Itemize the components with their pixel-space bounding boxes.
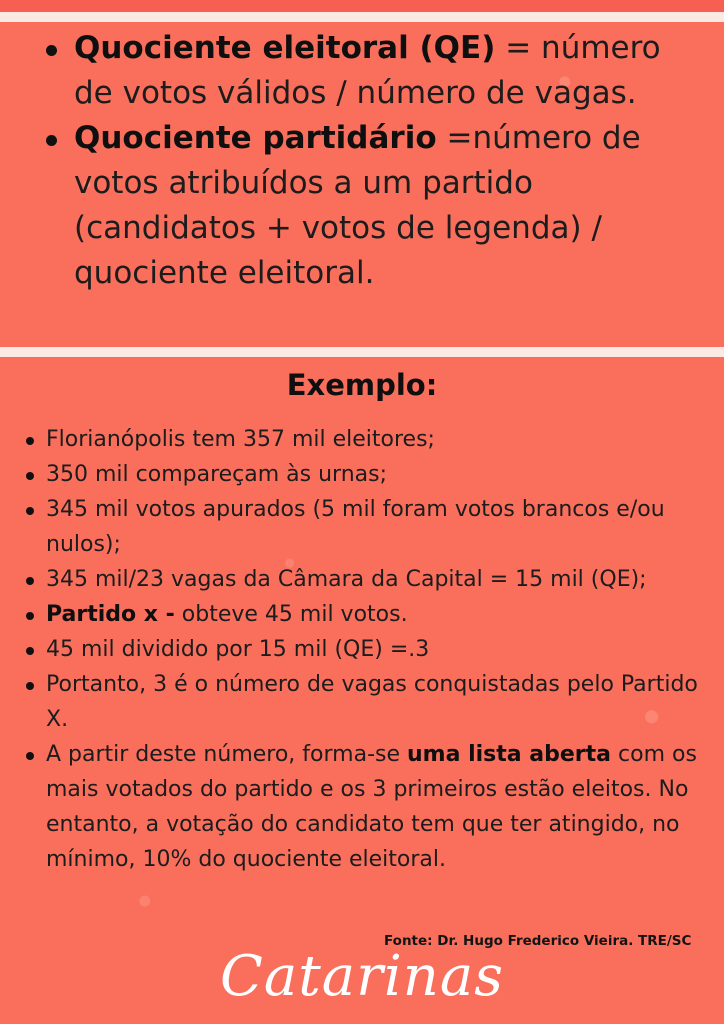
bullet-icon bbox=[26, 682, 34, 690]
definition-term: Quociente eleitoral (QE) bbox=[74, 30, 496, 66]
top-strip bbox=[0, 0, 724, 12]
list-item: Partido x - obteve 45 mil votos. bbox=[10, 597, 700, 632]
example-title: Exemplo: bbox=[286, 368, 438, 402]
list-item: 45 mil dividido por 15 mil (QE) =.3 bbox=[10, 632, 700, 667]
bullet-icon bbox=[46, 135, 57, 146]
definition-text: =número de votos atribuídos a um partido (candidatos + votos de legenda) / quociente eleitoral. bbox=[74, 120, 641, 291]
bullet-icon bbox=[26, 437, 34, 445]
catarinas-logo: Catarinas bbox=[220, 944, 504, 1009]
bullet-icon bbox=[26, 647, 34, 655]
definition-text: = número de votos válidos / número de vagas. bbox=[74, 30, 661, 111]
list-item: 350 mil compareçam às urnas; bbox=[10, 457, 700, 492]
list-item: Florianópolis tem 357 mil eleitores; bbox=[10, 422, 700, 457]
bullet-icon bbox=[26, 752, 34, 760]
top-divider bbox=[0, 12, 724, 22]
definitions-list bbox=[30, 26, 700, 296]
list-item: A partir deste número, forma-se uma lista aberta com os mais votados do partido e os 3 primeiros estão eleitos. No entanto, a votação do candidato tem que ter atingido, no mínimo, 10% do quociente eleitoral. bbox=[10, 737, 700, 877]
list-item: Portanto, 3 é o número de vagas conquistadas pelo Partido X. bbox=[10, 667, 700, 737]
bullet-icon bbox=[26, 507, 34, 515]
example-list bbox=[10, 422, 700, 877]
bullet-icon bbox=[46, 45, 57, 56]
definition-item bbox=[30, 116, 700, 296]
source-credit: Fonte: Dr. Hugo Frederico Vieira. TRE/SC bbox=[384, 933, 692, 949]
middle-divider bbox=[0, 347, 724, 357]
list-item: 345 mil votos apurados (5 mil foram votos brancos e/ou nulos); bbox=[10, 492, 700, 562]
definition-item bbox=[30, 26, 700, 116]
bullet-icon bbox=[26, 612, 34, 620]
bullet-icon bbox=[26, 577, 34, 585]
definition-term: Quociente partidário bbox=[74, 120, 437, 156]
bullet-icon bbox=[26, 472, 34, 480]
list-item: 345 mil/23 vagas da Câmara da Capital = 15 mil (QE); bbox=[10, 562, 700, 597]
